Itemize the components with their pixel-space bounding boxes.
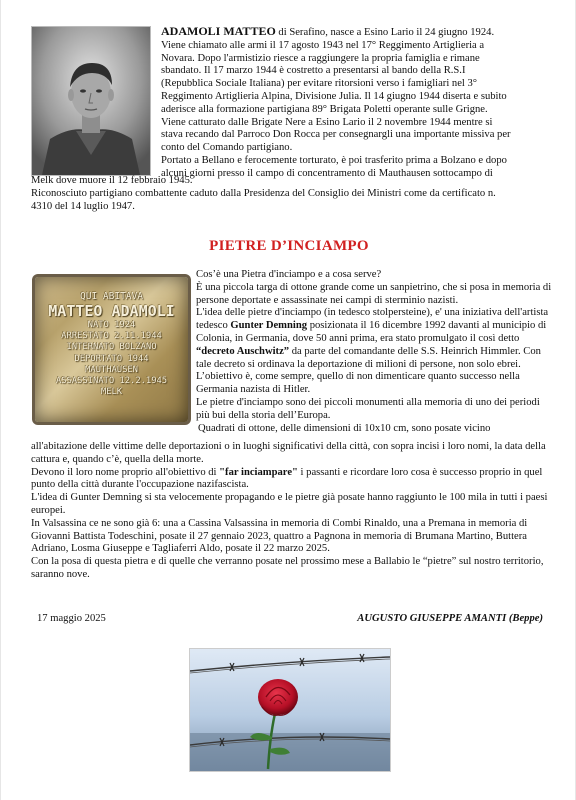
rose-illustration: [190, 649, 390, 771]
bio-line: aderisce alla formazione partigiana 89° Brigata Poletti operante sulle Grigne.: [161, 103, 488, 115]
article-full-width: [31, 441, 555, 582]
decree-name: “decreto Auschwitz”: [196, 345, 290, 357]
text-run: i passanti e ricordare loro cosa è successo proprio in quel punto della città durante l'occupazione nazifascista.: [31, 466, 543, 491]
rose-barbed-wire-image: [189, 648, 391, 772]
article-paragraph: L'idea di Gunter Demning si sta velocemente propagando e le pietre già posate hanno raggiunto le 100 mila in tutti i paesi europei.: [31, 492, 548, 516]
article-paragraph: Quadrati di ottone, delle dimensioni di 10x10 cm, sono posate vicino: [198, 422, 491, 434]
portrait-illustration: [32, 27, 150, 175]
plaque-line: NATO 1924: [87, 320, 136, 330]
plaque-line: DEPORTATO 1944: [74, 353, 149, 364]
bio-line: Novara. Dopo l'armistizio riesce a raggiungere la propria famiglia e rimane: [161, 52, 480, 64]
section-heading: PIETRE D’INCIAMPO: [209, 238, 369, 254]
text-run: da parte del comandante delle S.S. Heinrich Himmler. Con tale decreto si ordinava la deportazione di milioni di persone, non solo ebrei.: [196, 345, 541, 370]
plaque-line: ARRESTATO 2.11.1944: [61, 331, 162, 342]
article-paragraph: In Valsassina ce ne sono già 6: una a Cassina Valsassina in memoria di Combi Rinaldo, una a Premana in memoria di Giovanni Battista Todeschini, posate il 27 gennaio 2023, quattro a Pagnona in memoria di Brumana Martino, Buttera Adriano, Losma Giuseppe e Tagliaferri Aldo, posate il 22 marzo 2025.: [31, 517, 528, 555]
text-run: L'idea delle pietre d'inciampo (in tedesco stolpersteine), e' una iniziativa dell'artista tedesco: [196, 307, 549, 332]
bio-line: Riconosciuto partigiano combattente caduto dalla Presidenza del Consiglio dei Ministri come da certificato n.: [31, 187, 496, 199]
article-paragraph: all'abitazione delle vittime delle deportazioni o in luoghi significativi della città, con sopra incisi i loro nomi, la data della cattura e, quando c’è, quella della morte.: [31, 441, 546, 465]
bio-line: conto del Comando partigiano.: [161, 142, 293, 154]
article-paragraph: Con la posa di questa pietra e di quelle che verranno posate nel prossimo mese a Ballabio le “pietre” sul nostro territorio, saranno nove.: [31, 556, 544, 580]
plaque-line: QUI ABITAVA: [80, 291, 143, 302]
bio-line: sbandato. Il 17 marzo 1944 è costretto a presentarsi al bando della R.S.I: [161, 65, 466, 77]
bio-line: Viene chiamato alle armi il 17 agosto 1943 nel 17° Reggimento Artiglieria a: [161, 39, 485, 51]
bio-line: alcuni giorni presso il campo di concentramento di Mauthausen sottocampo di: [161, 167, 493, 179]
text-run: posizionata il 16 dicembre 1992 davanti al municipio di Colonia, in Germania, dove 50 anni prima, era stato promulgato il così detto: [196, 320, 547, 344]
emphasis-phrase: "far inciampare": [219, 466, 298, 478]
plaque-line: INTERNATO BOLZANO: [66, 342, 157, 353]
article-column: [196, 269, 554, 435]
bio-intro: di Serafino, nasce a Esino Lario il 24 giugno 1924.: [275, 27, 495, 38]
plaque-line: MELK: [100, 387, 123, 398]
plaque-inscription: [41, 291, 182, 398]
article-paragraph: È una piccola targa di ottone grande come un sanpietrino, che si posa in memoria di persone deportate e assassinate nei campi di sterminio nazisti.: [196, 281, 552, 306]
article-paragraph: Le pietre d'inciampo sono dei piccoli monumenti alla memoria di uno dei periodi più bui della storia dell’Europa.: [196, 396, 540, 421]
plaque-line: ASSASSINATO 12.2.1945: [55, 376, 168, 387]
bio-line: Reggimento Artiglieria Alpina, Divisione Julia. Il 14 giugno 1944 diserta e subito: [161, 90, 507, 102]
artist-name: Gunter Demning: [230, 320, 308, 332]
text-run: Devono il loro nome proprio all'obiettivo di: [31, 466, 220, 478]
plaque-name: MATTEO ADAMOLI: [48, 302, 175, 320]
author-signature: AUGUSTO GIUSEPPE AMANTI (Beppe): [357, 613, 543, 624]
article-paragraph: Cos’è una Pietra d'inciampo e a cosa serve?: [196, 269, 382, 280]
bio-line: (Repubblica Sociale Italiana) per evitare ritorsioni verso i famigliari nel 3°: [161, 78, 478, 90]
bio-line-1: [161, 25, 553, 40]
bio-line: Portato a Bellano e ferocemente torturato, è poi trasferito prima a Bolzano e dopo: [161, 154, 507, 166]
article-paragraph: [196, 307, 554, 371]
person-name: ADAMOLI MATTEO: [161, 24, 276, 38]
publication-date: 17 maggio 2025: [37, 613, 106, 624]
article-paragraph: [31, 467, 555, 493]
biography-block: [161, 25, 553, 181]
plaque-line: MAUTHAUSEN: [85, 364, 138, 375]
bio-line: Melk dove muore il 12 febbraio 1945.: [31, 175, 193, 186]
article-paragraph: L’obiettivo è, come sempre, quello di non dimenticare quanto successo nella Germania nazista di Hitler.: [196, 371, 520, 396]
biography-continued: [31, 175, 551, 213]
stolperstein-plaque: [35, 277, 188, 422]
portrait-photo: [31, 26, 151, 176]
bio-line: Viene catturato dalle Brigate Nere a Esino Lario il 2 novembre 1944 mentre si: [161, 116, 493, 128]
bio-line: stava recando dal Parroco Don Rocca per consegnargli una importante missiva per: [161, 129, 511, 141]
bio-line: 4310 del 14 luglio 1947.: [31, 200, 135, 212]
